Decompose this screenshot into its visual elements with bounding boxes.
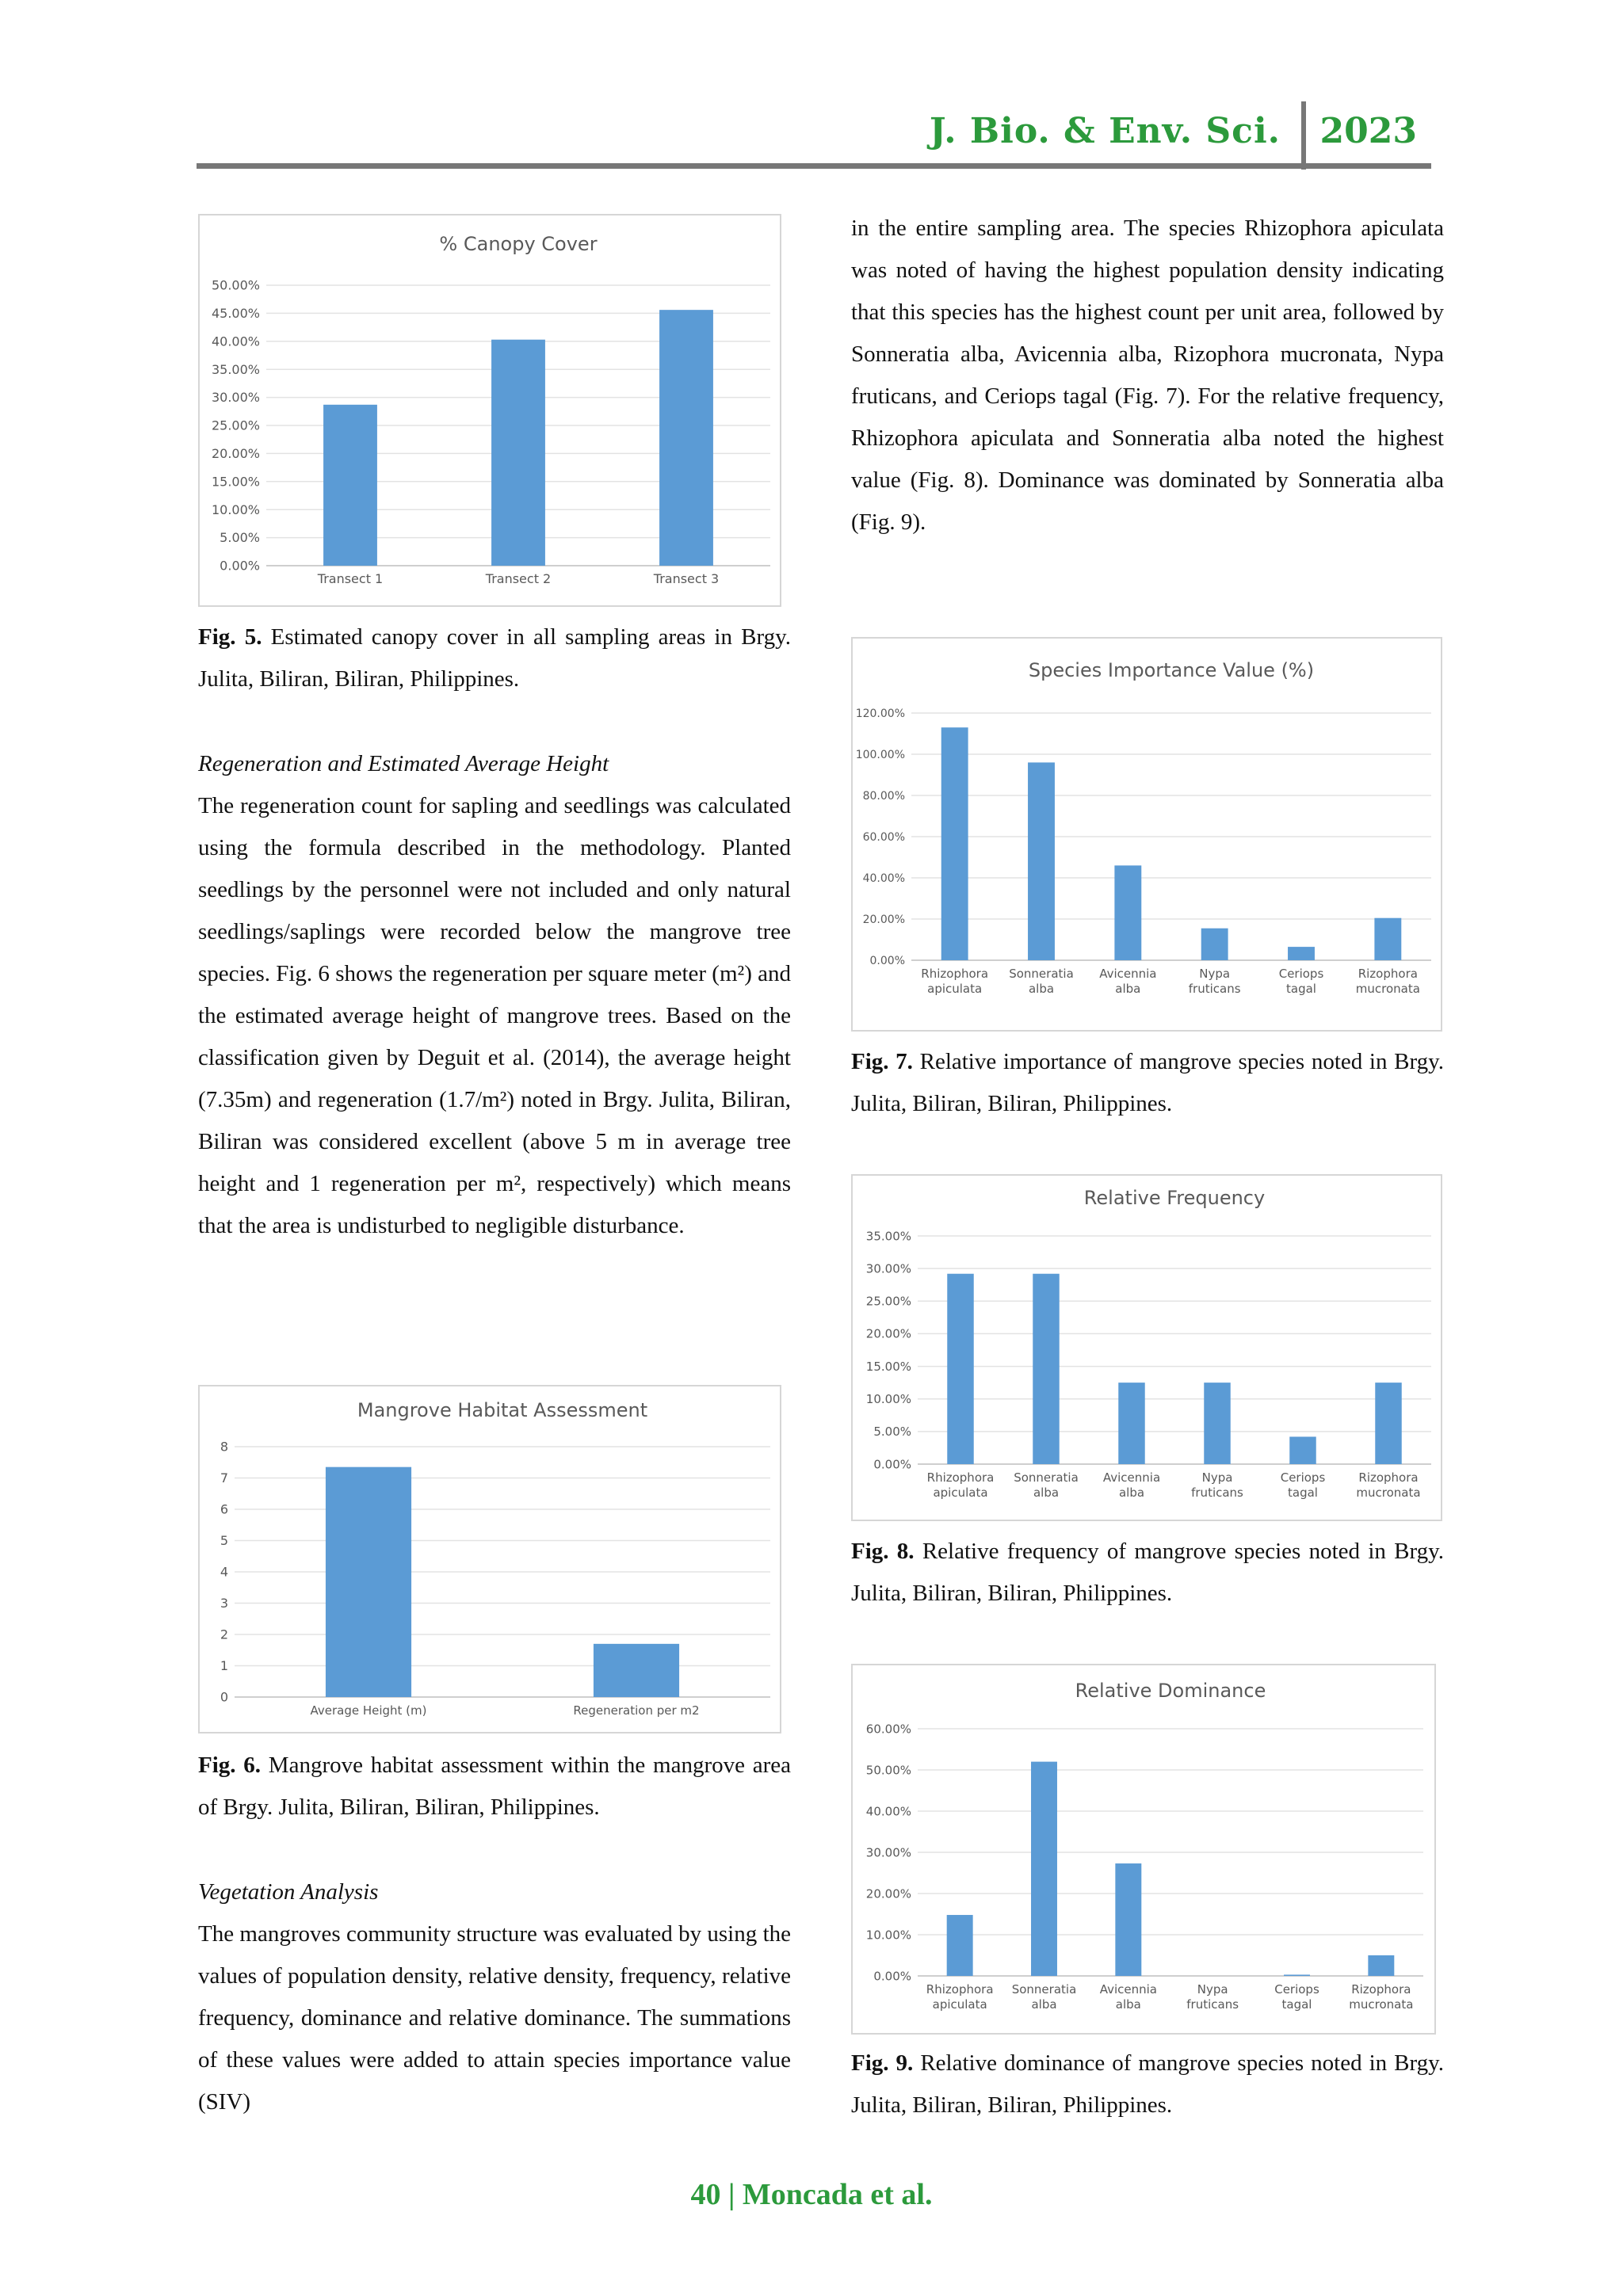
- fig6-tick-label: 0: [220, 1689, 228, 1705]
- fig5-category-line: Transect 2: [485, 571, 552, 586]
- fig7-tick-label: 20.00%: [862, 913, 905, 926]
- fig5-bar: [323, 405, 377, 566]
- fig9-category-label: [926, 1982, 994, 2012]
- fig7-category-label: [1279, 967, 1324, 996]
- fig6-tick-label: 4: [220, 1564, 228, 1580]
- fig9-chart: [851, 1664, 1436, 2035]
- fig9-label: Fig. 9.: [851, 2050, 914, 2076]
- vegetation-heading: Vegetation Analysis: [198, 1879, 379, 1905]
- fig7-bar: [1114, 865, 1141, 960]
- fig7-category-line: apiculata: [927, 982, 983, 996]
- fig7-category-line: tagal: [1286, 982, 1316, 996]
- fig9-category-line: mucronata: [1349, 1997, 1414, 2012]
- fig8-category-line: alba: [1118, 1486, 1145, 1500]
- journal-name: J. Bio. & Env. Sci.: [929, 111, 1281, 151]
- fig5-category-line: Transect 1: [317, 571, 384, 586]
- fig6-tick-label: 8: [220, 1439, 228, 1455]
- fig9-tick-label: 50.00%: [865, 1763, 911, 1778]
- fig7-title: Species Importance Value (%): [1028, 659, 1315, 681]
- fig9-category-label: [1012, 1982, 1077, 2012]
- fig8-tick-label: 35.00%: [865, 1229, 911, 1244]
- fig6-tick-label: 2: [220, 1627, 228, 1642]
- fig5-tick-label: 20.00%: [211, 446, 260, 461]
- fig7-category-line: fruticans: [1188, 982, 1241, 996]
- fig6-category-line: Average Height (m): [310, 1703, 427, 1718]
- fig8-category-label: [1281, 1470, 1326, 1500]
- fig8-category-line: fruticans: [1191, 1486, 1243, 1500]
- fig7-category-label: [1009, 967, 1074, 996]
- fig9-bar: [947, 1915, 973, 1976]
- fig8-category-line: apiculata: [933, 1486, 988, 1500]
- fig8-category-label: [1356, 1470, 1420, 1500]
- fig7-category-line: Nypa: [1199, 967, 1231, 981]
- fig7-bar: [1374, 918, 1401, 960]
- fig8-tick-label: 10.00%: [865, 1391, 911, 1406]
- fig5-label: Fig. 5.: [198, 624, 262, 650]
- fig8-category-line: Rhizophora: [926, 1470, 995, 1485]
- fig7-tick-label: 80.00%: [862, 789, 905, 803]
- fig6-tick-label: 3: [220, 1596, 228, 1611]
- fig9-category-label: [1274, 1982, 1319, 2012]
- fig9-category-label: [1100, 1982, 1157, 2012]
- fig9-tick-label: 10.00%: [865, 1928, 911, 1943]
- fig5-tick-label: 50.00%: [211, 277, 260, 293]
- fig6-category-label: [573, 1703, 699, 1718]
- fig8-category-line: Sonneratia: [1014, 1470, 1079, 1485]
- fig8-chart-svg: [853, 1176, 1441, 1520]
- fig6-tick-label: 5: [220, 1533, 228, 1549]
- fig6-caption: [198, 1745, 791, 1829]
- fig7-label: Fig. 7.: [851, 1049, 913, 1074]
- fig7-bar: [941, 727, 968, 960]
- fig7-chart-svg: [853, 639, 1441, 1030]
- fig5-tick-label: 10.00%: [211, 502, 260, 517]
- fig7-bar: [1028, 762, 1055, 960]
- fig7-category-label: [1356, 967, 1420, 996]
- fig9-category-line: alba: [1031, 1997, 1057, 2012]
- fig9-category-line: Rizophora: [1351, 1982, 1411, 1997]
- page-footer: 40 | Moncada et al.: [690, 2178, 933, 2211]
- fig8-category-label: [1014, 1470, 1079, 1500]
- fig9-category-line: tagal: [1281, 1997, 1312, 2012]
- fig5-caption-text: Estimated canopy cover in all sampling areas in Brgy. Julita, Biliran, Biliran, Philippines.: [198, 624, 791, 692]
- fig9-bar: [1368, 1955, 1394, 1976]
- fig5-tick-label: 30.00%: [211, 390, 260, 406]
- fig5-tick-label: 40.00%: [211, 334, 260, 349]
- regen-section: [198, 743, 791, 1247]
- fig6-label: Fig. 6.: [198, 1753, 262, 1778]
- fig5-tick-label: 45.00%: [211, 306, 260, 321]
- fig7-tick-label: 0.00%: [869, 954, 905, 967]
- fig8-tick-label: 5.00%: [873, 1425, 911, 1440]
- right-paragraph-text: in the entire sampling area. The species Rhizophora apiculata was noted of having the highest population density indicating that this species has the highest count per unit area, followed by Sonneratia alba, Avicennia alba, Rizophora mucronata, Nypa fruticans, and Ceriops tagal (Fig. 7). For the relative frequency, Rhizophora apiculata and Sonneratia alba noted the highest value (Fig. 8). Dominance was dominated by Sonneratia alba (Fig. 9).: [851, 215, 1444, 535]
- fig7-category-line: alba: [1028, 982, 1055, 996]
- fig6-tick-label: 7: [220, 1470, 228, 1486]
- fig6-category-label: [310, 1703, 426, 1718]
- fig9-bar: [1031, 1762, 1057, 1976]
- regen-heading: Regeneration and Estimated Average Height: [198, 751, 609, 776]
- fig7-tick-label: 40.00%: [862, 871, 905, 885]
- fig9-title: Relative Dominance: [1075, 1680, 1266, 1702]
- fig8-bar: [1204, 1383, 1230, 1464]
- fig8-tick-label: 25.00%: [865, 1294, 911, 1309]
- fig8-category-line: Avicennia: [1102, 1470, 1161, 1485]
- fig8-category-label: [1191, 1470, 1243, 1500]
- fig7-category-line: Ceriops: [1278, 967, 1324, 981]
- fig5-tick-label: 25.00%: [211, 418, 260, 433]
- fig6-caption-text: Mangrove habitat assessment within the mangrove area of Brgy. Julita, Biliran, Biliran, Philippines.: [198, 1753, 792, 1820]
- fig6-bar: [594, 1644, 679, 1697]
- fig7-chart: [851, 637, 1442, 1032]
- fig7-category-line: Rizophora: [1358, 967, 1418, 981]
- fig9-category-label: [1186, 1982, 1239, 2012]
- fig7-tick-label: 120.00%: [855, 707, 905, 720]
- fig6-chart: [198, 1385, 781, 1733]
- fig8-bar: [1118, 1383, 1144, 1464]
- fig8-bar: [947, 1274, 973, 1464]
- page-header: [197, 93, 1431, 170]
- fig7-tick-label: 60.00%: [862, 830, 905, 844]
- fig8-label: Fig. 8.: [851, 1539, 915, 1564]
- fig5-title: % Canopy Cover: [439, 233, 598, 255]
- fig9-category-line: Nypa: [1197, 1982, 1228, 1997]
- fig7-category-line: alba: [1115, 982, 1141, 996]
- fig5-tick-label: 5.00%: [220, 530, 260, 546]
- fig9-category-line: Ceriops: [1274, 1982, 1319, 1997]
- fig8-category-label: [1103, 1470, 1160, 1500]
- fig9-chart-svg: [853, 1665, 1434, 2033]
- fig5-category-label: [485, 571, 551, 586]
- fig5-category-label: [317, 571, 383, 586]
- fig7-category-label: [1099, 967, 1156, 996]
- fig7-caption: [851, 1041, 1444, 1125]
- journal-year: 2023: [1319, 111, 1417, 151]
- fig8-category-label: [927, 1470, 995, 1500]
- fig7-category-line: mucronata: [1355, 982, 1420, 996]
- fig8-tick-label: 20.00%: [865, 1326, 911, 1341]
- fig9-tick-label: 0.00%: [873, 1969, 911, 1984]
- fig9-caption: [851, 2042, 1444, 2126]
- fig8-tick-label: 30.00%: [865, 1261, 911, 1276]
- fig9-category-line: alba: [1115, 1997, 1141, 2012]
- fig7-bar: [1288, 947, 1315, 960]
- fig8-caption-text: Relative frequency of mangrove species noted in Brgy. Julita, Biliran, Biliran, Philippines.: [851, 1539, 1444, 1606]
- fig5-tick-label: 15.00%: [211, 474, 260, 490]
- fig7-category-line: Sonneratia: [1009, 967, 1074, 981]
- fig6-title: Mangrove Habitat Assessment: [357, 1399, 648, 1421]
- fig8-chart: [851, 1174, 1442, 1521]
- fig6-category-line: Regeneration per m2: [573, 1703, 700, 1718]
- fig9-category-line: fruticans: [1186, 1997, 1239, 2012]
- fig6-bar: [326, 1467, 411, 1697]
- fig7-category-line: Rhizophora: [921, 967, 989, 981]
- fig8-category-line: alba: [1033, 1486, 1060, 1500]
- fig8-category-line: Rizophora: [1358, 1470, 1419, 1485]
- fig5-bar: [659, 310, 713, 566]
- fig6-chart-svg: [200, 1386, 780, 1732]
- header-divider: [1301, 101, 1306, 170]
- fig9-tick-label: 60.00%: [865, 1722, 911, 1737]
- fig6-tick-label: 6: [220, 1501, 228, 1517]
- vegetation-paragraph: The mangroves community structure was evaluated by using the values of population density, relative density, frequency, relative frequency, dominance and relative dominance. The summations of these values were added to attain species importance value (SIV): [198, 1921, 791, 2115]
- fig6-tick-label: 1: [220, 1658, 228, 1674]
- header-rule: [197, 163, 1431, 169]
- fig8-bar: [1375, 1383, 1401, 1464]
- fig9-category-line: Sonneratia: [1011, 1982, 1077, 1997]
- fig5-bar: [491, 340, 545, 566]
- fig9-bar: [1115, 1863, 1141, 1976]
- fig7-category-label: [921, 967, 988, 996]
- fig9-tick-label: 30.00%: [865, 1845, 911, 1860]
- fig8-category-line: Ceriops: [1280, 1470, 1326, 1485]
- vegetation-section: [198, 1871, 791, 2123]
- fig9-tick-label: 40.00%: [865, 1804, 911, 1819]
- fig9-category-line: apiculata: [932, 1997, 987, 2012]
- fig7-category-line: Avicennia: [1099, 967, 1157, 981]
- fig8-tick-label: 0.00%: [873, 1457, 911, 1472]
- fig7-tick-label: 100.00%: [855, 748, 905, 761]
- fig5-chart-svg: [200, 215, 780, 605]
- fig8-tick-label: 15.00%: [865, 1359, 911, 1374]
- fig5-tick-label: 35.00%: [211, 361, 260, 377]
- fig9-bar: [1284, 1974, 1310, 1976]
- fig5-category-label: [653, 571, 719, 586]
- fig8-category-line: tagal: [1288, 1486, 1318, 1500]
- fig9-category-line: Avicennia: [1099, 1982, 1157, 1997]
- fig8-category-line: mucronata: [1356, 1486, 1421, 1500]
- right-intro-paragraph: [851, 208, 1444, 543]
- fig5-chart: [198, 214, 781, 607]
- fig9-tick-label: 20.00%: [865, 1886, 911, 1901]
- fig9-caption-text: Relative dominance of mangrove species noted in Brgy. Julita, Biliran, Biliran, Philippines.: [851, 2050, 1445, 2118]
- fig8-caption: [851, 1531, 1444, 1615]
- fig5-caption: [198, 616, 791, 700]
- fig9-category-label: [1349, 1982, 1413, 2012]
- fig7-caption-text: Relative importance of mangrove species noted in Brgy. Julita, Biliran, Biliran, Philippines.: [851, 1049, 1444, 1116]
- fig7-bar: [1201, 929, 1228, 960]
- fig8-title: Relative Frequency: [1083, 1187, 1266, 1209]
- fig5-category-line: Transect 3: [653, 571, 720, 586]
- regen-paragraph: The regeneration count for sapling and seedlings was calculated using the formula described in the methodology. Planted seedlings by the personnel were not included and only natural seedlings/saplings were recorded below the mangrove tree species. Fig. 6 shows the regeneration per square meter (m²) and the estimated average height of mangrove trees. Based on the classification given by Deguit et al. (2014), the average height (7.35m) and regeneration (1.7/m²) noted in Brgy. Julita, Biliran, Biliran was considered excellent (above 5 m in average tree height and 1 regeneration per m², respectively) which means that the area is undisturbed to negligible disturbance.: [198, 793, 791, 1238]
- fig8-bar: [1033, 1274, 1059, 1464]
- fig7-category-label: [1189, 967, 1241, 996]
- fig5-tick-label: 0.00%: [220, 558, 260, 574]
- fig8-bar: [1289, 1436, 1316, 1464]
- fig9-category-line: Rhizophora: [926, 1982, 994, 1997]
- fig8-category-line: Nypa: [1201, 1470, 1233, 1485]
